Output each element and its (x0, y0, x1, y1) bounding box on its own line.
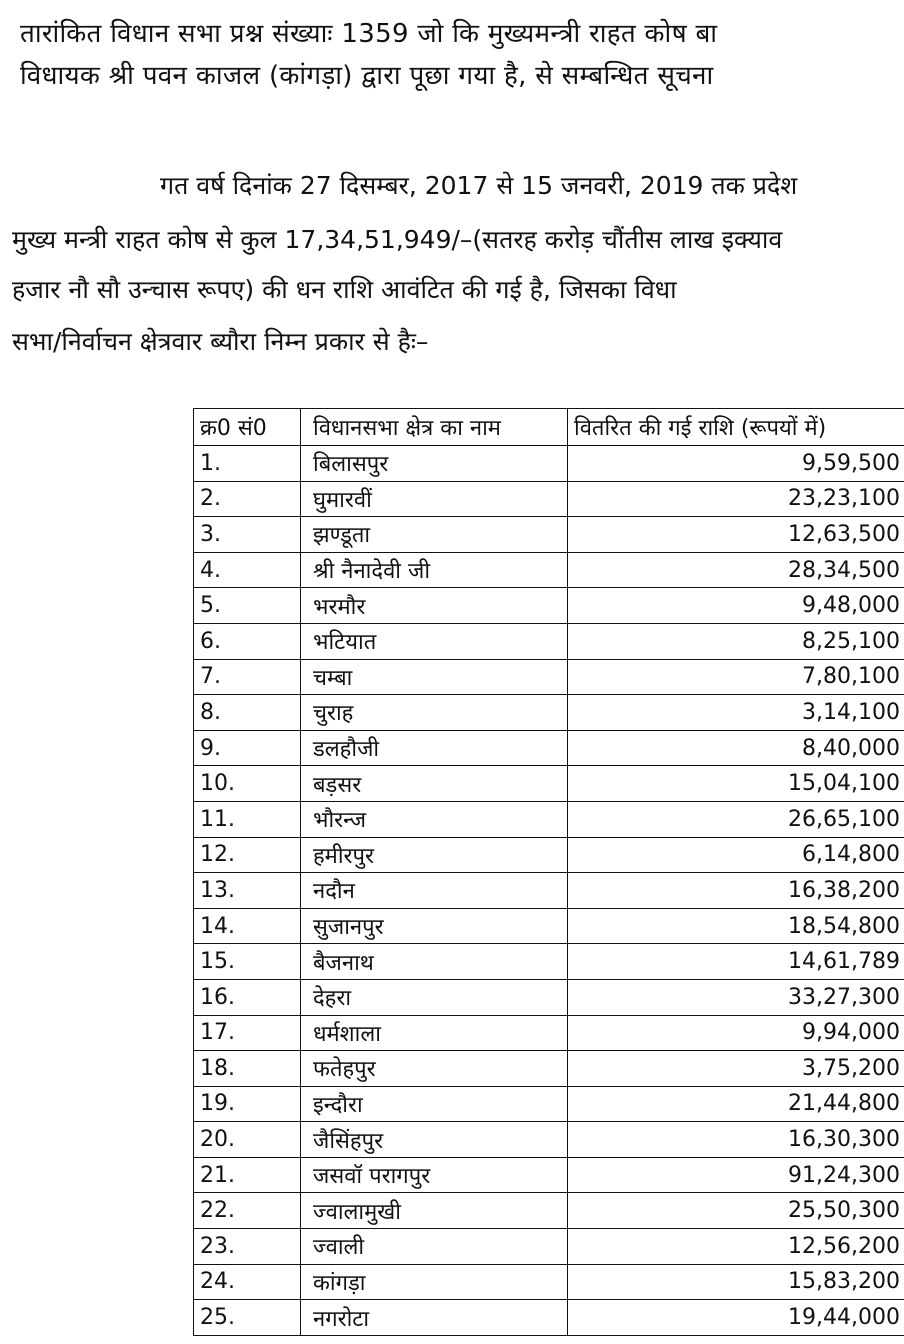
row-serial-number: 24. (194, 1264, 301, 1300)
table-row (194, 481, 904, 517)
row-constituency-name: जैसिंहपुर (301, 1122, 568, 1158)
allocation-table (193, 408, 904, 1336)
row-constituency-name: भौरन्ज (301, 801, 568, 837)
row-serial-number: 15. (194, 944, 301, 980)
row-constituency-name: ज्वालामुखी (301, 1193, 568, 1229)
row-serial-number: 6. (194, 623, 301, 659)
row-amount: 28,34,500 (568, 552, 904, 588)
row-serial-number: 19. (194, 1086, 301, 1122)
table-row (194, 1015, 904, 1051)
row-constituency-name: चुराह (301, 695, 568, 731)
row-constituency-name: फतेहपुर (301, 1051, 568, 1087)
table-row (194, 695, 904, 731)
row-amount: 9,48,000 (568, 588, 904, 624)
row-constituency-name: इन्दौरा (301, 1086, 568, 1122)
row-constituency-name: कांगड़ा (301, 1264, 568, 1300)
table-row (194, 766, 904, 802)
row-amount: 16,38,200 (568, 873, 904, 909)
row-amount: 12,56,200 (568, 1229, 904, 1265)
row-constituency-name: नगरोटा (301, 1300, 568, 1336)
table-row (194, 1122, 904, 1158)
row-amount: 9,59,500 (568, 446, 904, 482)
row-serial-number: 23. (194, 1229, 301, 1265)
row-constituency-name: हमीरपुर (301, 837, 568, 873)
row-amount: 18,54,800 (568, 908, 904, 944)
table-row (194, 659, 904, 695)
table-row (194, 1193, 904, 1229)
row-serial-number: 21. (194, 1157, 301, 1193)
table-row (194, 944, 904, 980)
row-constituency-name: जसवॉ परागपुर (301, 1157, 568, 1193)
row-amount: 8,25,100 (568, 623, 904, 659)
row-serial-number: 12. (194, 837, 301, 873)
row-serial-number: 18. (194, 1051, 301, 1087)
row-constituency-name: बैजनाथ (301, 944, 568, 980)
table-row (194, 730, 904, 766)
row-constituency-name: बिलासपुर (301, 446, 568, 482)
row-constituency-name: श्री नैनादेवी जी (301, 552, 568, 588)
row-amount: 21,44,800 (568, 1086, 904, 1122)
row-amount: 19,44,000 (568, 1300, 904, 1336)
row-serial-number: 5. (194, 588, 301, 624)
heading-line-2: विधायक श्री पवन काजल (कांगड़ा) द्वारा पूछा गया है, से सम्बन्धित सूचना (20, 61, 714, 91)
row-amount: 15,04,100 (568, 766, 904, 802)
table-row (194, 623, 904, 659)
row-constituency-name: घुमारवीं (301, 481, 568, 517)
row-amount: 23,23,100 (568, 481, 904, 517)
row-serial-number: 13. (194, 873, 301, 909)
table-row (194, 517, 904, 553)
row-serial-number: 3. (194, 517, 301, 553)
row-amount: 3,75,200 (568, 1051, 904, 1087)
table-row (194, 1157, 904, 1193)
row-amount: 25,50,300 (568, 1193, 904, 1229)
intro-line-2: मुख्य मन्त्री राहत कोष से कुल 17,34,51,949/–(सतरह करोड़ चौंतीस लाख इक्याव (12, 225, 783, 254)
heading-line-1: तारांकित विधान सभा प्रश्न संख्याः 1359 जो कि मुख्यमन्त्री राहत कोष बा (20, 19, 718, 49)
row-serial-number: 8. (194, 695, 301, 731)
intro-line-1: गत वर्ष दिनांक 27 दिसम्बर, 2017 से 15 जनवरी, 2019 तक प्रदेश (160, 171, 798, 200)
table-header-row (194, 409, 904, 446)
row-amount: 12,63,500 (568, 517, 904, 553)
row-amount: 16,30,300 (568, 1122, 904, 1158)
row-constituency-name: देहरा (301, 979, 568, 1015)
table-row (194, 1229, 904, 1265)
row-amount: 8,40,000 (568, 730, 904, 766)
row-amount: 33,27,300 (568, 979, 904, 1015)
row-constituency-name: सुजानपुर (301, 908, 568, 944)
header-serial-number: क्र0 सं0 (194, 409, 301, 446)
row-amount: 15,83,200 (568, 1264, 904, 1300)
row-serial-number: 20. (194, 1122, 301, 1158)
header-constituency-name: विधानसभा क्षेत्र का नाम (301, 409, 568, 446)
row-serial-number: 1. (194, 446, 301, 482)
row-serial-number: 22. (194, 1193, 301, 1229)
table-body (194, 446, 904, 1336)
row-serial-number: 11. (194, 801, 301, 837)
row-amount: 3,14,100 (568, 695, 904, 731)
table-row (194, 979, 904, 1015)
row-serial-number: 14. (194, 908, 301, 944)
table-row (194, 552, 904, 588)
row-serial-number: 17. (194, 1015, 301, 1051)
row-serial-number: 4. (194, 552, 301, 588)
row-amount: 14,61,789 (568, 944, 904, 980)
row-constituency-name: भटियात (301, 623, 568, 659)
row-amount: 6,14,800 (568, 837, 904, 873)
row-amount: 7,80,100 (568, 659, 904, 695)
row-constituency-name: बड़सर (301, 766, 568, 802)
table-row (194, 873, 904, 909)
table-row (194, 1300, 904, 1336)
row-amount: 91,24,300 (568, 1157, 904, 1193)
row-constituency-name: भरमौर (301, 588, 568, 624)
row-constituency-name: नदौन (301, 873, 568, 909)
row-constituency-name: धर्मशाला (301, 1015, 568, 1051)
intro-line-3: हजार नौ सौ उन्चास रूपए) की धन राशि आवंटित की गई है, जिसका विधा (12, 275, 677, 304)
row-serial-number: 9. (194, 730, 301, 766)
row-constituency-name: झण्डूता (301, 517, 568, 553)
row-serial-number: 10. (194, 766, 301, 802)
row-serial-number: 7. (194, 659, 301, 695)
row-constituency-name: ज्वाली (301, 1229, 568, 1265)
row-serial-number: 16. (194, 979, 301, 1015)
row-serial-number: 2. (194, 481, 301, 517)
table-row (194, 588, 904, 624)
table-row (194, 801, 904, 837)
table-row (194, 1086, 904, 1122)
header-amount: वितरित की गई राशि (रूपयों में) (568, 409, 904, 446)
row-serial-number: 25. (194, 1300, 301, 1336)
row-constituency-name: डलहौजी (301, 730, 568, 766)
intro-line-4: सभा/निर्वाचन क्षेत्रवार ब्यौरा निम्न प्रकार से हैः– (12, 327, 429, 356)
table-row (194, 446, 904, 482)
row-amount: 26,65,100 (568, 801, 904, 837)
row-constituency-name: चम्बा (301, 659, 568, 695)
table-row (194, 1264, 904, 1300)
row-amount: 9,94,000 (568, 1015, 904, 1051)
table-row (194, 837, 904, 873)
table-row (194, 1051, 904, 1087)
table-row (194, 908, 904, 944)
